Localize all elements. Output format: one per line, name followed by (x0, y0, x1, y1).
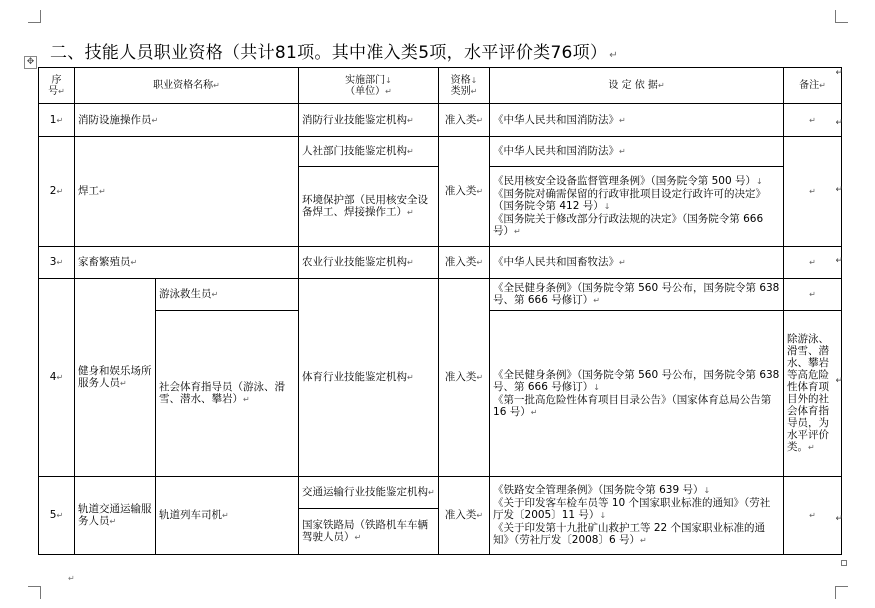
paragraph-mark-icon: ↵ (609, 50, 618, 61)
cell-no: 1↵ (39, 104, 75, 137)
cell-category: 准入类↵ (439, 137, 490, 247)
qualification-table (38, 67, 842, 555)
cell-note: ↵ (784, 104, 842, 137)
cell-name: 健身和娱乐场所服务人员↵ (75, 279, 156, 477)
paragraph-mark-icon: ↵ (68, 574, 75, 583)
table-move-handle-icon[interactable]: ✥ (24, 56, 37, 69)
cell-no: 3↵ (39, 247, 75, 279)
cell-dept: 国家铁路局（铁路机车车辆驾驶人员）↵ (299, 509, 439, 555)
cell-category: 准入类↵ (439, 247, 490, 279)
cell-note: 除游泳、滑雪、潜水、攀岩等高危险性体育项目外的社会体育指导员，为水平评价类。↵ (784, 311, 842, 477)
row-end-mark-icon: ↵ (835, 118, 843, 128)
crop-mark-bottom-right (835, 586, 848, 599)
cell-dept: 人社部门技能鉴定机构↵ (299, 137, 439, 167)
cell-basis: 《全民健身条例》（国务院令第 560 号公布，国务院令第 638 号、第 666 号修订）↓ 《第一批高危险性体育项目目录公告》（国家体育总局公告第 16 号）↵ (490, 311, 784, 477)
row-end-mark-icon: ↵ (835, 256, 843, 266)
crop-mark-top-right (835, 10, 848, 23)
cell-basis: 《中华人民共和国畜牧法》↵ (490, 247, 784, 279)
cell-note: ↵ (784, 477, 842, 555)
table-resize-handle[interactable] (841, 560, 847, 566)
cell-dept: 农业行业技能鉴定机构↵ (299, 247, 439, 279)
cell-note: ↵ (784, 279, 842, 311)
cell-dept: 消防行业技能鉴定机构↵ (299, 104, 439, 137)
header-basis: 设 定 依 据↵ (490, 68, 784, 104)
cell-basis: 《民用核安全设备监督管理条例》（国务院令第 500 号）↓ 《国务院对确需保留的行政审批项目设定行政许可的决定》（国务院令第 412 号）↓ 《国务院关于修改部分行政法规的决定》（国务院令第 666 号）↵ (490, 167, 784, 247)
cell-basis: 《铁路安全管理条例》（国务院令第 639 号）↓ 《关于印发客车检车员等 10 个国家职业标准的通知》（劳社厅发〔2005〕11 号）↓ 《关于印发第十九批矿山救护工等 22 个国家职业标准的通知》（劳社厅发〔2008〕6 号）↵ (490, 477, 784, 555)
cell-no: 5↵ (39, 477, 75, 555)
cell-name: 消防设施操作员↵ (75, 104, 299, 137)
cell-subname: 轨道列车司机↵ (156, 477, 299, 555)
cell-note: ↵ (784, 137, 842, 247)
crop-mark-top-left (28, 10, 41, 23)
section-heading (50, 38, 618, 63)
crop-mark-bottom-left (28, 586, 41, 599)
cell-subname: 游泳救生员↵ (156, 279, 299, 311)
cell-no: 2↵ (39, 137, 75, 247)
header-seq: 序 号↵ (39, 68, 75, 104)
row-end-mark-icon: ↵ (835, 68, 843, 78)
cell-basis: 《中华人民共和国消防法》↵ (490, 137, 784, 167)
table-row (39, 279, 842, 311)
table-row (39, 137, 842, 167)
header-dept: 实施部门↓ （单位）↵ (299, 68, 439, 104)
header-note: 备注↵ (784, 68, 842, 104)
table-row (39, 104, 842, 137)
table-header-row (39, 68, 842, 104)
cell-name: 轨道交通运输服务人员↵ (75, 477, 156, 555)
cell-category: 准入类↵ (439, 477, 490, 555)
cell-no: 4↵ (39, 279, 75, 477)
cell-dept: 交通运输行业技能鉴定机构↵ (299, 477, 439, 509)
table-row (39, 477, 842, 509)
cell-subname: 社会体育指导员（游泳、滑雪、潜水、攀岩）↵ (156, 311, 299, 477)
cell-basis: 《全民健身条例》（国务院令第 560 号公布，国务院令第 638 号、第 666 号修订）↵ (490, 279, 784, 311)
cell-note: ↵ (784, 247, 842, 279)
cell-dept: 环境保护部（民用核安全设备焊工、焊接操作工）↵ (299, 167, 439, 247)
cell-name: 焊工↵ (75, 137, 299, 247)
row-end-mark-icon: ↵ (835, 185, 843, 195)
header-name: 职业资格名称↵ (75, 68, 299, 104)
table-row (39, 247, 842, 279)
cell-basis: 《中华人民共和国消防法》↵ (490, 104, 784, 137)
cell-category: 准入类↵ (439, 279, 490, 477)
cell-category: 准入类↵ (439, 104, 490, 137)
cell-name: 家畜繁殖员↵ (75, 247, 299, 279)
section-heading-text: 二、技能人员职业资格（共计81项。其中准入类5项，水平评价类76项） (50, 43, 608, 63)
cell-dept: 体育行业技能鉴定机构↵ (299, 279, 439, 477)
row-end-mark-icon: ↵ (835, 514, 843, 524)
header-category: 资格↓ 类别↵ (439, 68, 490, 104)
row-end-mark-icon: ↵ (835, 376, 843, 386)
